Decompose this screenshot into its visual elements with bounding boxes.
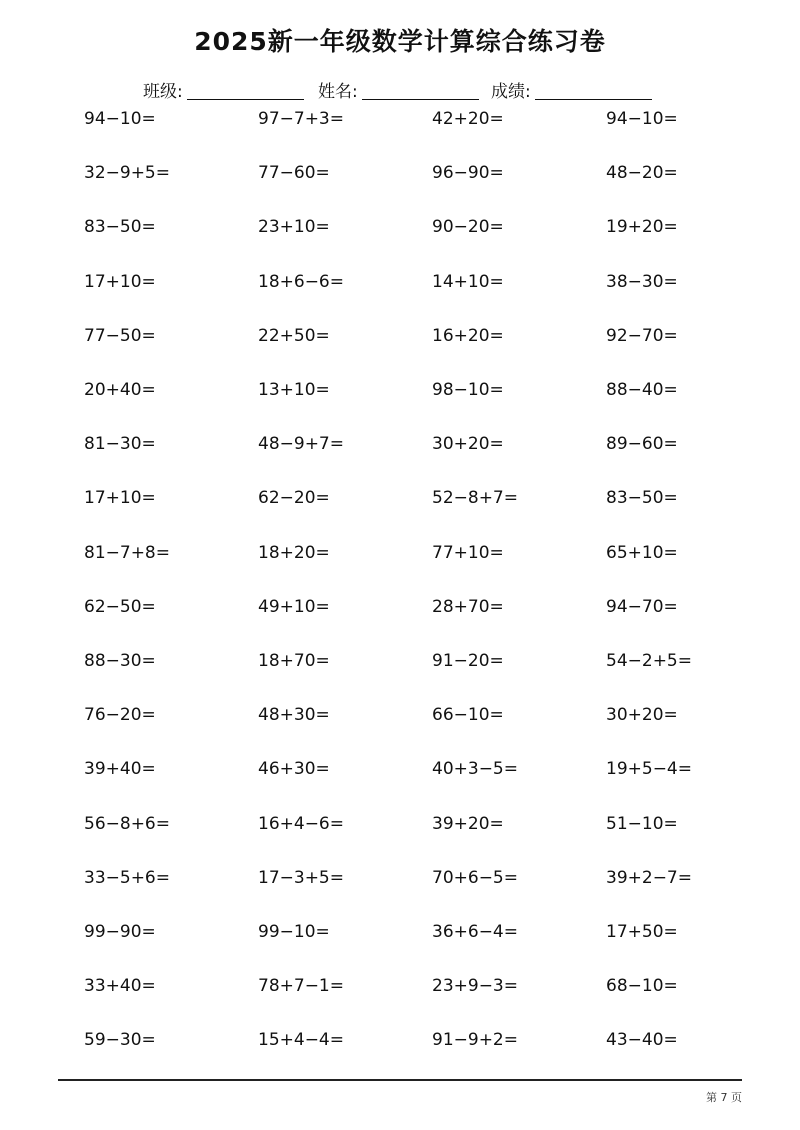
math-problem: 46+30= xyxy=(258,759,330,779)
math-problem: 88−40= xyxy=(606,380,678,400)
math-problem: 36+6−4= xyxy=(432,922,518,942)
page-number: 第 7 页 xyxy=(706,1091,742,1104)
math-problem: 39+20= xyxy=(432,814,504,834)
math-problem: 48−20= xyxy=(606,163,678,183)
math-problem: 56−8+6= xyxy=(84,814,170,834)
math-problem: 14+10= xyxy=(432,272,504,292)
math-problem: 91−9+2= xyxy=(432,1030,518,1050)
math-problem: 33−5+6= xyxy=(84,868,170,888)
math-problem: 77−60= xyxy=(258,163,330,183)
math-problem: 94−10= xyxy=(84,109,156,129)
math-problem: 40+3−5= xyxy=(432,759,518,779)
math-problem: 78+7−1= xyxy=(258,976,344,996)
math-problem: 97−7+3= xyxy=(258,109,344,129)
math-problem: 23+9−3= xyxy=(432,976,518,996)
math-problem: 17+10= xyxy=(84,488,156,508)
math-problem: 70+6−5= xyxy=(432,868,518,888)
math-problem: 96−90= xyxy=(432,163,504,183)
score-label: 成绩: xyxy=(491,82,531,102)
math-problem: 20+40= xyxy=(84,380,156,400)
math-problem: 54−2+5= xyxy=(606,651,692,671)
math-problem: 19+20= xyxy=(606,217,678,237)
math-problem: 49+10= xyxy=(258,597,330,617)
math-problem: 18+6−6= xyxy=(258,272,344,292)
footer-divider xyxy=(58,1079,742,1081)
math-problem: 18+70= xyxy=(258,651,330,671)
math-problem: 98−10= xyxy=(432,380,504,400)
math-problem: 68−10= xyxy=(606,976,678,996)
math-problem: 13+10= xyxy=(258,380,330,400)
math-problem: 30+20= xyxy=(432,434,504,454)
math-problem: 39+40= xyxy=(84,759,156,779)
math-problem: 65+10= xyxy=(606,543,678,563)
math-problem: 66−10= xyxy=(432,705,504,725)
math-problem: 48−9+7= xyxy=(258,434,344,454)
name-label: 姓名: xyxy=(318,82,358,102)
math-problem: 81−7+8= xyxy=(84,543,170,563)
math-problem: 81−30= xyxy=(84,434,156,454)
math-problem: 23+10= xyxy=(258,217,330,237)
math-problem: 52−8+7= xyxy=(432,488,518,508)
math-problem: 18+20= xyxy=(258,543,330,563)
math-problem: 51−10= xyxy=(606,814,678,834)
math-problem: 43−40= xyxy=(606,1030,678,1050)
math-problem: 62−20= xyxy=(258,488,330,508)
math-problem: 89−60= xyxy=(606,434,678,454)
math-problem: 99−90= xyxy=(84,922,156,942)
math-problem: 94−10= xyxy=(606,109,678,129)
class-label: 班级: xyxy=(143,82,183,102)
math-problem: 30+20= xyxy=(606,705,678,725)
math-problem: 77+10= xyxy=(432,543,504,563)
math-problem: 76−20= xyxy=(84,705,156,725)
math-problem: 28+70= xyxy=(432,597,504,617)
math-problem: 22+50= xyxy=(258,326,330,346)
math-problem: 17+50= xyxy=(606,922,678,942)
math-problem: 17−3+5= xyxy=(258,868,344,888)
math-problem: 92−70= xyxy=(606,326,678,346)
math-problem: 17+10= xyxy=(84,272,156,292)
page-title: 2025新一年级数学计算综合练习卷 xyxy=(194,27,606,56)
math-problem: 99−10= xyxy=(258,922,330,942)
math-problem: 88−30= xyxy=(84,651,156,671)
math-problem: 16+4−6= xyxy=(258,814,344,834)
math-problem: 15+4−4= xyxy=(258,1030,344,1050)
math-problem: 83−50= xyxy=(606,488,678,508)
math-problem: 38−30= xyxy=(606,272,678,292)
math-problem: 77−50= xyxy=(84,326,156,346)
math-problem: 83−50= xyxy=(84,217,156,237)
math-problem: 59−30= xyxy=(84,1030,156,1050)
math-problem: 32−9+5= xyxy=(84,163,170,183)
math-problem: 94−70= xyxy=(606,597,678,617)
math-problem: 33+40= xyxy=(84,976,156,996)
math-problem: 91−20= xyxy=(432,651,504,671)
math-problem: 16+20= xyxy=(432,326,504,346)
math-problem: 48+30= xyxy=(258,705,330,725)
math-problem: 39+2−7= xyxy=(606,868,692,888)
math-problem: 90−20= xyxy=(432,217,504,237)
math-problem: 19+5−4= xyxy=(606,759,692,779)
math-problem: 42+20= xyxy=(432,109,504,129)
math-problem: 62−50= xyxy=(84,597,156,617)
